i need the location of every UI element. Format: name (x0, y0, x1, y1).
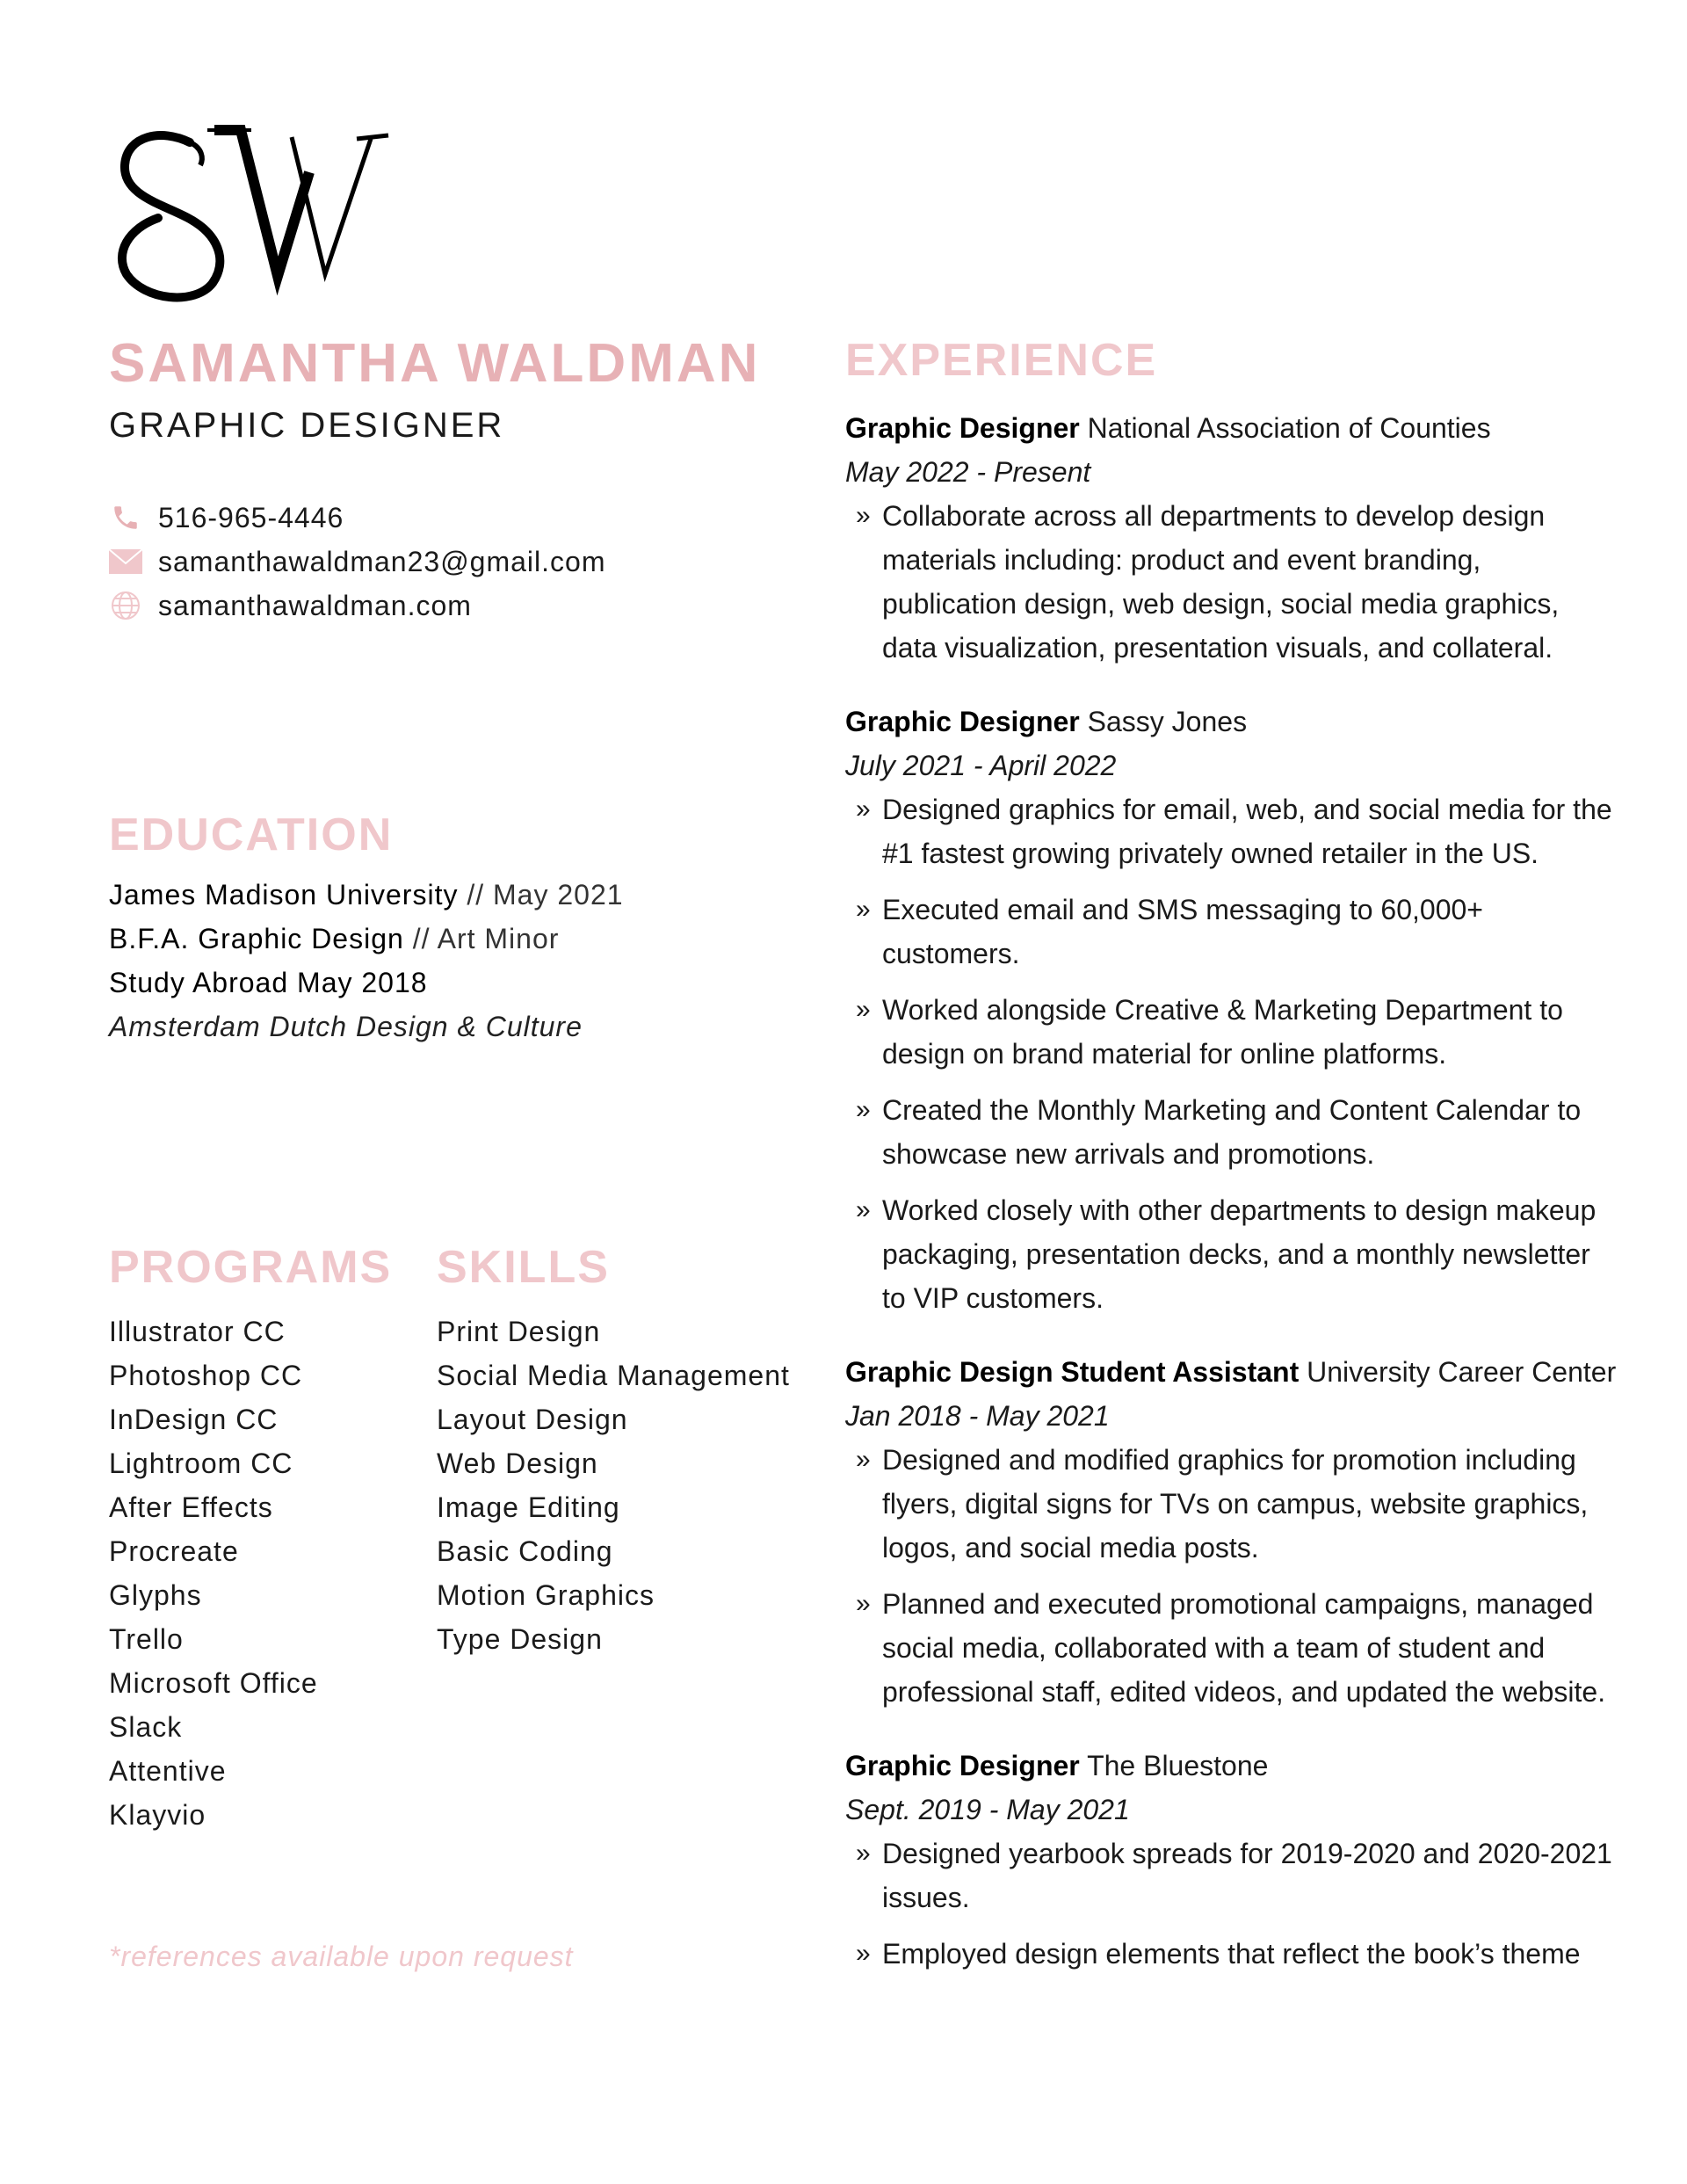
experience-heading: EXPERIENCE (845, 335, 1158, 386)
contact-phone[interactable] (109, 496, 777, 540)
list-item: Slack (109, 1711, 183, 1743)
list-item: Lightroom CC (109, 1448, 293, 1479)
references-note: *references available upon request (109, 1941, 574, 1972)
job-dates: Jan 2018 - May 2021 (845, 1400, 1110, 1432)
list-item: Print Design (437, 1316, 601, 1347)
education-line: B.F.A. Graphic Design // Art Minor (109, 923, 560, 954)
list-item: After Effects (109, 1491, 273, 1523)
job-entry (845, 406, 1618, 670)
list-item: Glyphs (109, 1579, 202, 1611)
contact-email[interactable] (109, 540, 777, 584)
skills-heading: SKILLS (437, 1242, 610, 1293)
programs-heading: PROGRAMS (109, 1242, 393, 1293)
bullet-item: » Executed email and SMS messaging to 60,000+ customers. (856, 894, 1483, 969)
job-bullets (845, 1832, 1618, 1976)
list-item: Layout Design (437, 1404, 628, 1435)
bullet-item: » Designed and modified graphics for promotion including flyers, digital signs for TVs on campus, website graphics, logos, and social media posts. (856, 1444, 1589, 1564)
list-item: Procreate (109, 1535, 239, 1567)
job-entry (845, 1350, 1618, 1714)
list-item: Microsoft Office (109, 1667, 318, 1699)
bullet-item: » Worked alongside Creative & Marketing Department to design on brand material for online platforms. (856, 994, 1563, 1070)
education-line: Amsterdam Dutch Design & Culture (109, 1011, 583, 1042)
globe-icon (109, 589, 142, 622)
email-address: samanthawaldman23@gmail.com (158, 545, 606, 577)
bullet-item: » Designed yearbook spreads for 2019-2020 and 2020-2021 issues. (856, 1838, 1612, 1913)
list-item: Web Design (437, 1448, 598, 1479)
job-title: Graphic Designer Sassy Jones (845, 706, 1248, 737)
education-line: Study Abroad May 2018 (109, 967, 428, 998)
job-bullets (845, 787, 1618, 1320)
job-title: Graphic Design Student Assistant University Career Center (845, 1356, 1617, 1388)
programs-list (109, 1310, 318, 1837)
skills-list (437, 1310, 790, 1661)
bullet-item: » Designed graphics for email, web, and social media for the #1 fastest growing privately owned retailer in the US. (856, 794, 1612, 869)
bullet-item: » Worked closely with other departments to design makeup packaging, presentation decks, and a monthly newsletter to VIP customers. (856, 1194, 1596, 1314)
experience-section (845, 334, 1618, 2006)
job-bullets (845, 494, 1618, 670)
education-heading: EDUCATION (109, 809, 394, 860)
job-entry (845, 700, 1618, 1320)
list-item: Type Design (437, 1623, 603, 1655)
website-url: samanthawaldman.com (158, 589, 472, 621)
list-item: Image Editing (437, 1491, 620, 1523)
job-bullets (845, 1438, 1618, 1714)
list-item: Basic Coding (437, 1535, 613, 1567)
bullet-item: » Collaborate across all departments to develop design materials including: product and event branding, publication design, web design, social media graphics, data visualization, presentation visuals, and collateral. (856, 500, 1560, 664)
phone-icon (109, 501, 142, 534)
list-item: Illustrator CC (109, 1316, 286, 1347)
bullet-item: » Created the Monthly Marketing and Content Calendar to showcase new arrivals and promotions. (856, 1094, 1582, 1170)
phone-number: 516-965-4446 (158, 501, 344, 533)
candidate-name: SAMANTHA WALDMAN (109, 333, 761, 394)
job-dates: July 2021 - April 2022 (845, 750, 1117, 781)
sw-monogram-logo (109, 120, 390, 304)
list-item: InDesign CC (109, 1404, 279, 1435)
job-title: Graphic Designer National Association of Counties (845, 412, 1491, 444)
list-item: Klayvio (109, 1799, 206, 1831)
list-item: Social Media Management (437, 1360, 790, 1391)
contact-website[interactable] (109, 584, 777, 628)
candidate-title: GRAPHIC DESIGNER (109, 406, 505, 445)
bullet-item: » Planned and executed promotional campaigns, managed social media, collaborated with a team of student and professional staff, edited videos, and updated the website. (856, 1588, 1606, 1708)
bullet-item: » Employed design elements that reflect the book’s theme (856, 1938, 1581, 1970)
job-title: Graphic Designer The Bluestone (845, 1750, 1269, 1781)
list-item: Photoshop CC (109, 1360, 303, 1391)
education-line: James Madison University // May 2021 (109, 879, 624, 911)
list-item: Attentive (109, 1755, 227, 1787)
job-dates: Sept. 2019 - May 2021 (845, 1794, 1130, 1825)
job-dates: May 2022 - Present (845, 456, 1091, 488)
envelope-icon (109, 545, 142, 578)
list-item: Motion Graphics (437, 1579, 655, 1611)
list-item: Trello (109, 1623, 184, 1655)
job-entry (845, 1744, 1618, 1976)
